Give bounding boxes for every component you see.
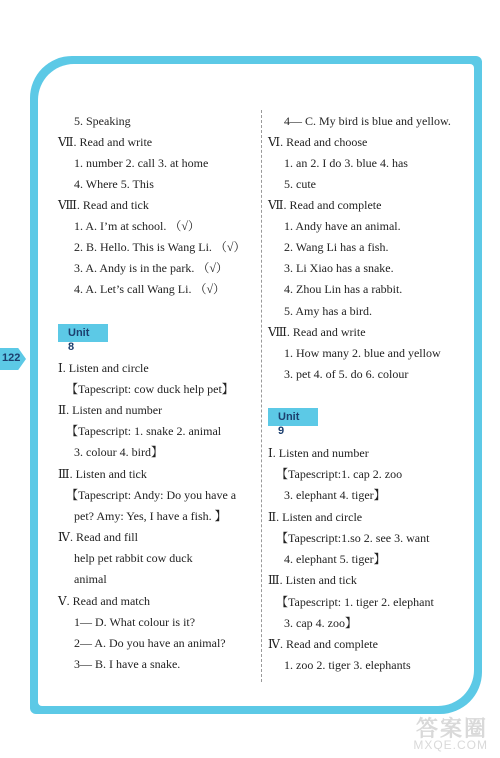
right-line: 4— C. My bird is blue and yellow. (284, 114, 451, 128)
section-heading: Ⅰ. Listen and number (268, 446, 369, 460)
section-heading: Ⅷ. Read and tick (58, 198, 149, 212)
page-number-tab (0, 348, 30, 370)
right-line: 5. cute (284, 177, 316, 191)
left-line: 2— A. Do you have an animal? (74, 636, 226, 650)
left-line: 4. Where 5. This (74, 177, 154, 191)
right-line: 3. cap 4. zoo】 (284, 616, 357, 630)
section-heading: Ⅳ. Read and fill (58, 530, 138, 544)
section-heading: Ⅷ. Read and write (268, 325, 366, 339)
section-heading: Ⅳ. Read and complete (268, 637, 378, 651)
left-line: 1— D. What colour is it? (74, 615, 196, 629)
column-divider (261, 110, 262, 682)
site-watermark (402, 712, 492, 754)
left-line: 4. A. Let’s call Wang Li. （√） (74, 282, 226, 296)
right-line: 2. Wang Li has a fish. (284, 240, 389, 254)
right-line: 【Tapescript:1. cap 2. zoo (276, 467, 403, 481)
left-line: 2. B. Hello. This is Wang Li. （√） (74, 240, 246, 254)
left-line: 1. A. I’m at school. （√） (74, 219, 200, 233)
section-heading: Ⅲ. Listen and tick (58, 467, 147, 481)
right-line: 3. Li Xiao has a snake. (284, 261, 394, 275)
unit-8-badge: Unit 8 (58, 324, 108, 342)
left-line: 1. number 2. call 3. at home (74, 156, 209, 170)
left-line: 【Tapescript: Andy: Do you have a (66, 488, 237, 502)
right-line: 3. pet 4. of 5. do 6. colour (284, 367, 409, 381)
page-number: 122 (2, 352, 21, 364)
section-heading: Ⅲ. Listen and tick (268, 573, 357, 587)
watermark-url: MXQE.COM (413, 738, 488, 752)
left-line: animal (74, 572, 107, 586)
left-line: 3. A. Andy is in the park. （√） (74, 261, 228, 275)
section-heading: Ⅴ. Read and match (58, 594, 150, 608)
section-heading: Ⅱ. Listen and number (58, 403, 163, 417)
right-line: 【Tapescript:1.so 2. see 3. want (276, 531, 430, 545)
left-line: 【Tapescript: 1. snake 2. animal (66, 424, 222, 438)
left-line: 3— B. I have a snake. (74, 657, 181, 671)
right-line: 【Tapescript: 1. tiger 2. elephant (276, 595, 434, 609)
right-line: 4. elephant 5. tiger】 (284, 552, 386, 566)
left-line: 【Tapescript: cow duck help pet】 (66, 382, 234, 396)
section-heading: Ⅶ. Read and complete (268, 198, 382, 212)
section-heading: Ⅶ. Read and write (58, 135, 153, 149)
left-line: help pet rabbit cow duck (74, 551, 193, 565)
right-line: 5. Amy has a bird. (284, 304, 372, 318)
watermark-logo-text: 答案圈 (415, 716, 488, 741)
left-line: 3. colour 4. bird】 (74, 445, 163, 459)
right-line: 1. Andy have an animal. (284, 219, 401, 233)
section-heading: Ⅰ. Listen and circle (58, 361, 149, 375)
right-line: 1. zoo 2. tiger 3. elephants (284, 658, 411, 672)
unit-9-badge: Unit 9 (268, 408, 318, 426)
right-line: 1. How many 2. blue and yellow (284, 346, 441, 360)
left-line: pet? Amy: Yes, I have a fish. 】 (74, 509, 227, 523)
section-heading: Ⅱ. Listen and circle (268, 510, 363, 524)
left-line: 5. Speaking (74, 114, 131, 128)
right-line: 3. elephant 4. tiger】 (284, 488, 386, 502)
right-line: 4. Zhou Lin has a rabbit. (284, 282, 403, 296)
right-line: 1. an 2. I do 3. blue 4. has (284, 156, 408, 170)
section-heading: Ⅵ. Read and choose (268, 135, 368, 149)
